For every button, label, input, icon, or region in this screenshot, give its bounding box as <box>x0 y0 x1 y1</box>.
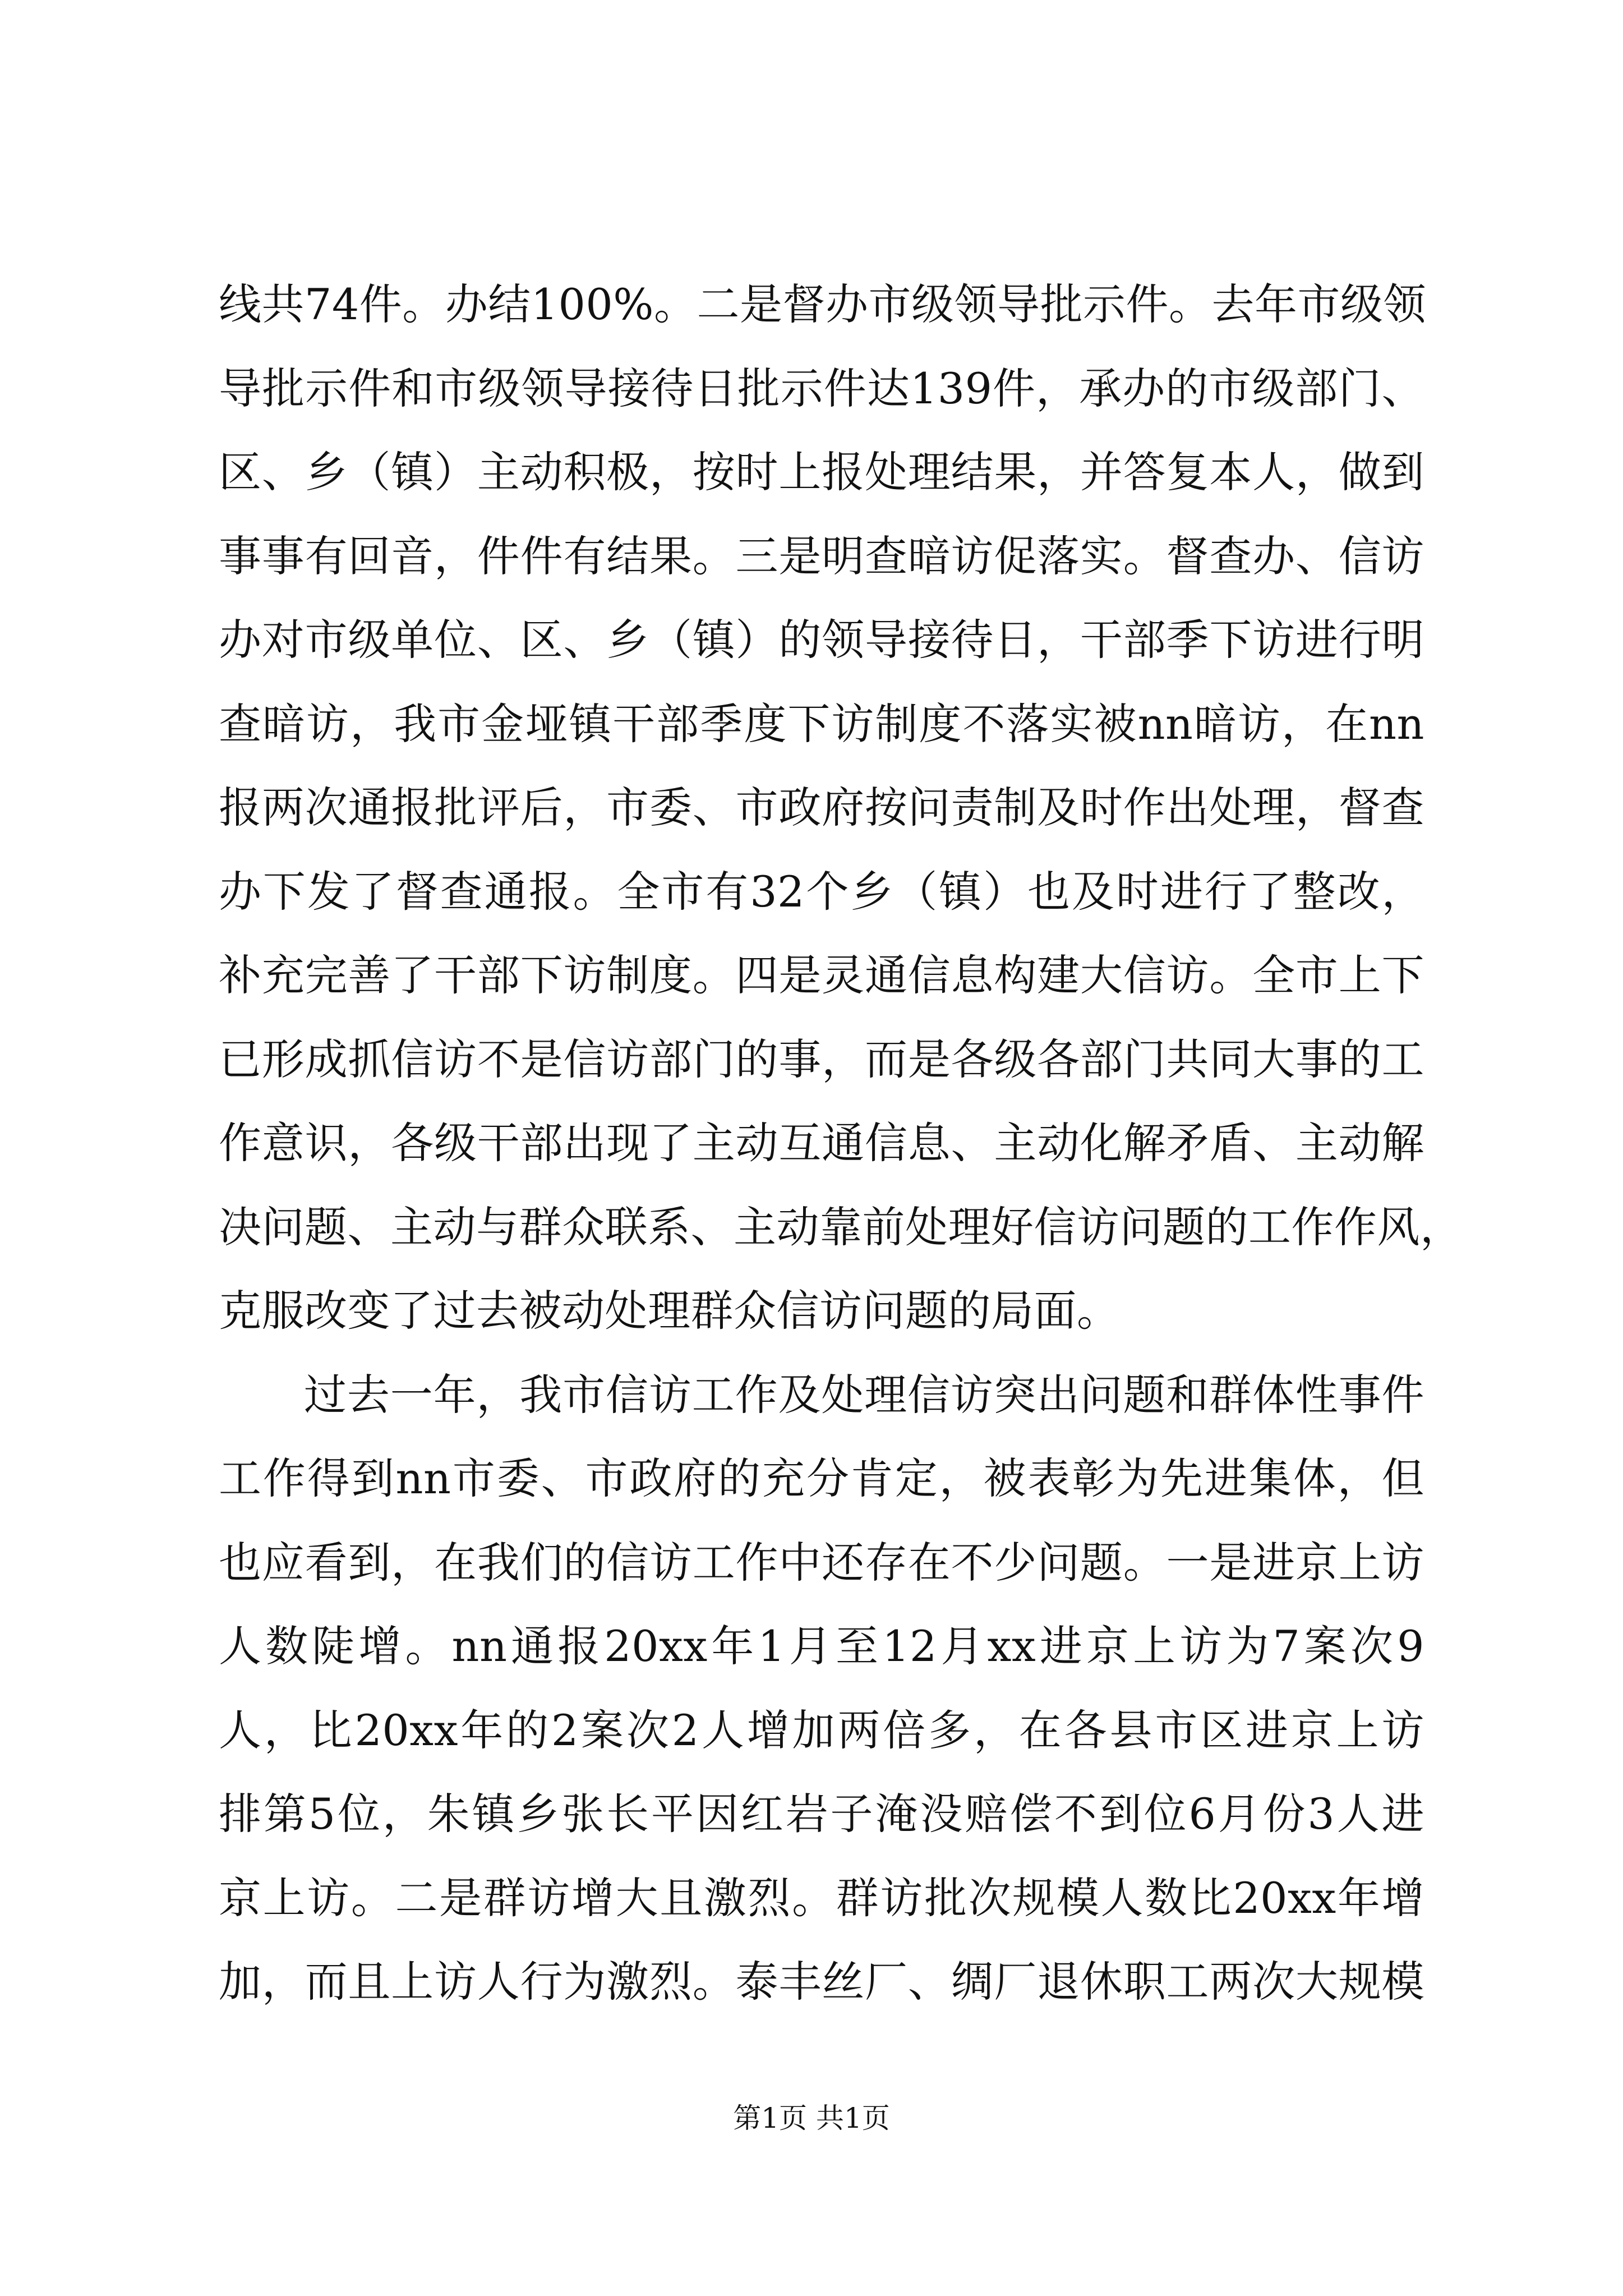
text-line: 加，而且上访人行为激烈。泰丰丝厂、绸厂退休职工两次大规模 <box>219 1957 1424 2007</box>
text-line: 作意识，各级干部出现了主动互通信息、主动化解矛盾、主动解 <box>219 1118 1424 1168</box>
text-line: 已形成抓信访不是信访部门的事，而是各级各部门共同大事的工 <box>219 1034 1424 1084</box>
text-line: 线共74件。办结100%。二是督办市级领导批示件。去年市级领 <box>219 279 1426 329</box>
text-line: 区、乡（镇）主动积极，按时上报处理结果，并答复本人，做到 <box>219 447 1424 497</box>
text-line: 工作得到nn市委、市政府的充分肯定，被表彰为先进集体，但 <box>219 1453 1424 1503</box>
body-text <box>219 263 1463 2024</box>
text-line: 京上访。二是群访增大且激烈。群访批次规模人数比20xx年增 <box>219 1872 1424 1923</box>
paragraph-first-line: 过去一年，我市信访工作及处理信访突出问题和群体性事件 <box>304 1369 1424 1420</box>
text-line: 报两次通报批评后，市委、市政府按问责制及时作出处理，督查 <box>219 783 1424 832</box>
text-line: 事事有回音，件件有结果。三是明查暗访促落实。督查办、信访 <box>219 531 1424 581</box>
text-line: 查暗访，我市金垭镇干部季度下访制度不落实被nn暗访，在nn <box>219 698 1424 749</box>
text-line: 克服改变了过去被动处理群众信访问题的局面。 <box>219 1286 1120 1336</box>
text-line: 办对市级单位、区、乡（镇）的领导接待日，干部季下访进行明 <box>219 615 1424 665</box>
text-line: 决问题、主动与群众联系、主动靠前处理好信访问题的工作作风， <box>219 1202 1463 1252</box>
text-line: 办下发了督查通报。全市有32个乡（镇）也及时进行了整改， <box>219 866 1424 917</box>
text-line: 也应看到，在我们的信访工作中还存在不少问题。一是进京上访 <box>219 1537 1424 1588</box>
page-number-footer: 第1页 共1页 <box>733 2102 890 2134</box>
text-line: 人，比20xx年的2案次2人增加两倍多，在各县市区进京上访 <box>219 1705 1424 1755</box>
text-line: 人数陡增。nn通报20xx年1月至12月xx进京上访为7案次9 <box>219 1621 1424 1671</box>
text-line: 补充完善了干部下访制度。四是灵通信息构建大信访。全市上下 <box>219 950 1424 1000</box>
text-line: 排第5位，朱镇乡张长平因红岩子淹没赔偿不到位6月份3人进 <box>219 1789 1424 1839</box>
text-line: 导批示件和市级领导接待日批示件达139件，承办的市级部门、 <box>219 363 1424 413</box>
